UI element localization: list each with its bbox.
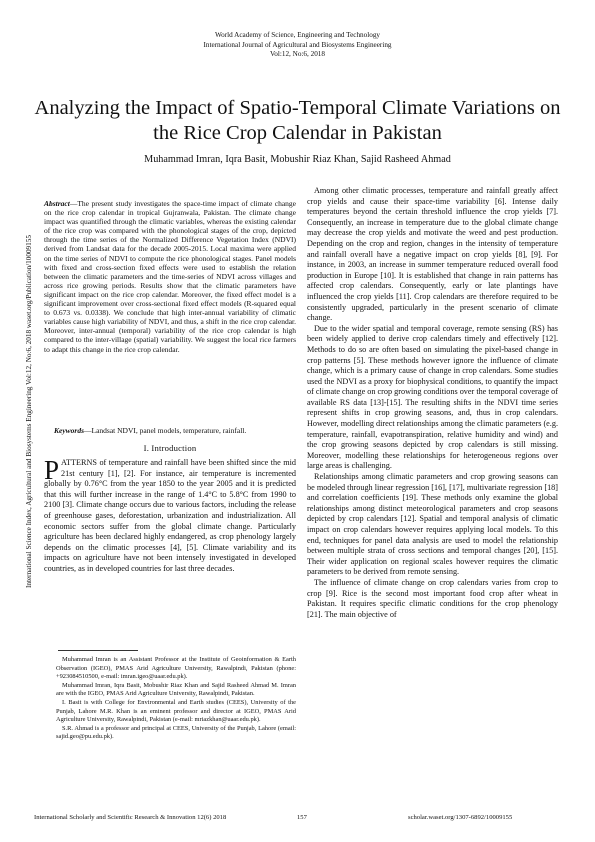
footnote: Muhammad Imran is an Assistant Professor at the Institute of Geoinformation & Earth Observation (IGEO), PMAS Arid Agriculture University, Rawalpindi, Pakistan (phone: +923084510500, e-mail: imran.igeo@uaar.edu.pk). xyxy=(56,656,296,681)
section-heading-introduction: I. Introduction xyxy=(143,443,197,453)
keywords-text: —Landsat NDVI, panel models, temperature, rainfall. xyxy=(84,426,247,435)
abstract xyxy=(44,199,296,354)
footnote: Muhammad Imran, Iqra Basit, Mobushir Riaz Khan and Sajid Rasheed Ahmad M. Imran are with the IGEO, PMAS Arid Agriculture University, Rawalpindi, Pakistan. xyxy=(56,681,296,698)
introduction-paragraph xyxy=(44,455,296,575)
side-index-text: International Science Index, Agricultural and Biosystems Engineering Vol:12, No:6, 2018 waset.org/Publication/10009155 xyxy=(25,235,33,588)
header-publisher: World Academy of Science, Engineering and Technology xyxy=(214,31,381,39)
body-paragraph: Relationships among climatic parameters and crop growing seasons can be modeled through linear regression [16], [17], multivariate regression [18] and correlation coefficients [19]. These methods only examine the global relationships among distinct meteorological parameters and crop seasons depicted by crop calendars [12]. Spatial and temporal analysis of climatic impact on crop calendars however requires applying local models. To this end, techniques for panel data analysis are used to model the relationship between multiple strata of cross sections and temporal changes [20], [15]. Their wider application on regional scales however requires the climatic parameters to be derived from remote sensing. xyxy=(307,472,558,577)
drop-cap: P xyxy=(44,455,60,485)
journal-header xyxy=(0,31,595,60)
header-volume: Vol:12, No:6, 2018 xyxy=(270,50,325,59)
footnote-rule xyxy=(58,650,138,651)
keywords-label: Keywords xyxy=(54,426,84,435)
author-footnotes xyxy=(56,656,296,742)
footnote: S.R. Ahmad is a professor and principal at CEES, University of the Punjab, Lahore (email: sajid.geo@pu.edu.pk). xyxy=(56,724,296,741)
paper-title: Analyzing the Impact of Spatio-Temporal Climate Variations on the Rice Crop Calendar in Pakistan xyxy=(34,97,561,144)
right-column xyxy=(307,186,558,620)
body-paragraph: The influence of climate change on crop calendars varies from crop to crop [9]. Rice is the second most important food crop after wheat in Pakistan. It requires specific climatic conditions for the crop phenology [21]. The main objective of xyxy=(307,577,558,619)
body-paragraph: Among other climatic processes, temperature and rainfall greatly affect crop yields and cause their space-time variability [6]. Intense daily temperatures beyond the certain threshold influence the crop yields [7]. Consequently, an increase in temperature due to the global climate change may decrease the crop yields and motivate the weed and pest production. Depending on the crop and region, changes in the intensity of temperature and rainfall overall have a negative impact on crop yields [8], [9]. For instance, in 2003, an increase in summer temperature reduced overall food production in Europe [10]. It is established that change in rain patterns has affected crop calendars. Consequently, early or late plantings have influenced the crop yields [11]. Crop calendars are therefore required to be consistently upgraded, particularly in the present scenario of climate change. xyxy=(307,186,558,323)
header-journal: International Journal of Agricultural and Biosystems Engineering xyxy=(203,40,392,49)
introduction-text: ATTERNS of temperature and rainfall have been shifted since the mid 21st century [1], [2]. For instance, air temperature is incremented globally by 0.76°C from the year 1850 to the year 2005 and it is predicted that this will further increase in the range of 1.4°C to 5.8°C from 1990 to 2100 [3]. Climate change occurs due to various factors, including the release of greenhouse gases, deforestation, urbanization and industrialization. All economic sectors suffer from the global climate change. Particularly agriculture has been declared highly endangered, as crop phenology largely depends on the climatic processes [4], [5]. Climate variability and its impacts on agriculture have not been intensely investigated in developed countries, as in developed countries for last three decades. xyxy=(44,458,296,573)
footnote: I. Basit is with College for Environmental and Earth studies (CEES), University of the Punjab, Lahore M.R. Khan is an eminent professor and director at IGEO, PMAS Arid Agriculture University, Rawalpindi, Pakistan (e-mail: mriazkhan@uaar.edu.pk). xyxy=(56,698,296,724)
footer-url: scholar.waset.org/1307-6892/10009155 xyxy=(408,814,513,821)
abstract-label: Abstract xyxy=(44,199,70,208)
body-paragraph: Due to the wider spatial and temporal coverage, remote sensing (RS) has been widely applied to derive crop calendars timely and effectively [12]. Methods to do so are often based on simulating the pixel-based change in crop patterns [5]. These methods however ignore the influence of climate change, which is a primary cause of change in crop calendars. Some studies used the NDVI as a proxy for biophysical conditions, to quantify the impact of climate change on crop growing conditions over the temporal coverage of available RS data [13]-[15]. The resulting shifts in the NDVI time series represent shifts in crop growing seasons, and, thus in crop calendars. However, modelling direct relationships among the climatic parameters (e.g. temperature, rainfall, evapotranspiration, relative humidity and wind) and the crop growing seasons depicted by crop calendars is still missing. Moreover, modelling these relationships for heterogeneous regions over large areas is challenging. xyxy=(307,323,558,471)
abstract-text: —The present study investigates the space-time impact of climate change on the rice crop calendar in tropical Gujranwala, Pakistan. The climate change impact was quantified through the climatic variables, whereas the existing calendar of the rice crop was compared with the phonological stages of the crop, depicted through the time series of the Normalized Difference Vegetation Index (NDVI) derived from Landsat data for the decade 2005-2015. Local maxima were applied on the time series of NDVI to compute the rice phonological stages. Panel models with fixed and cross-section fixed effects were used to establish the relation between the climatic parameters and the time-series of NDVI across villages and across rice growing periods. Results show that the climatic parameters have significant impact on the rice crop calendar. Moreover, the fixed effect model is a significant improvement over cross-sectional fixed effect models (R-squared equal to 0.673 vs. 0.0338). We conclude that high inter-annual variability of climatic variables cause high variability of NDVI, and thus, a shift in the rice crop calendar. Moreover, inter-annual (temporal) variability of the rice crop calendar is high compared to the inter-village (spatial) variability. We suggest the local rice farmers to adapt this change in the rice crop calendar. xyxy=(44,199,296,354)
paper-authors: Muhammad Imran, Iqra Basit, Mobushir Riaz Khan, Sajid Rasheed Ahmad xyxy=(144,154,451,165)
footer-page-number: 157 xyxy=(297,814,307,821)
keywords xyxy=(44,426,296,435)
footer-journal: International Scholarly and Scientific Research & Innovation 12(6) 2018 xyxy=(34,814,227,821)
